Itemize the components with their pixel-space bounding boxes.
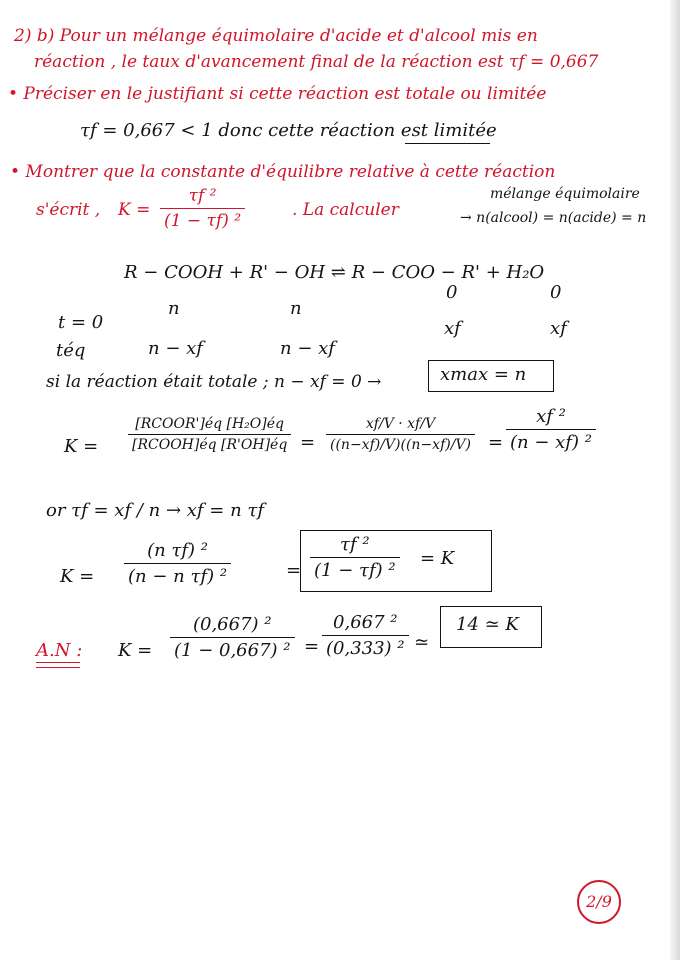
equals-4: = bbox=[304, 636, 320, 657]
question-k-den: (1 − τf) ² bbox=[164, 211, 242, 231]
question-line-5: • Montrer que la constante d'équilibre relative à cette réaction bbox=[10, 162, 556, 182]
equals-2: = bbox=[488, 432, 504, 453]
an-label: A.N : bbox=[36, 640, 83, 661]
k-lhs-2: K = bbox=[60, 566, 95, 587]
row-teq-acid: n − xf bbox=[148, 338, 203, 359]
k-numeric-fraction: (0,667) ² (1 − 0,667) ² bbox=[170, 614, 295, 661]
question-k-num: τf ² bbox=[188, 186, 217, 206]
equimolar-equation: → n(alcool) = n(acide) = n bbox=[460, 210, 647, 226]
an-underline-2 bbox=[36, 667, 80, 668]
question-k-lhs: K = bbox=[118, 200, 151, 220]
row-teq-alcohol: n − xf bbox=[280, 338, 335, 359]
k-ntau-fraction: (n τf) ² (n − n τf) ² bbox=[124, 540, 231, 587]
question-k-fraction bbox=[160, 186, 245, 231]
page-edge bbox=[670, 0, 680, 960]
question-line-3: • Préciser en le justifiant si cette réaction est totale ou limitée bbox=[8, 84, 547, 104]
k-numeric-fraction-2: 0,667 ² (0,333) ² bbox=[322, 612, 409, 659]
row-teq-water: xf bbox=[550, 318, 567, 339]
k-lhs-1: K = bbox=[64, 436, 99, 457]
k-equals-K: = K bbox=[420, 548, 455, 569]
or-tau-relation: or τf = xf / n → xf = n τf bbox=[46, 500, 265, 521]
equimolar-label: mélange équimolaire bbox=[490, 186, 640, 202]
row-t0-acid: n bbox=[168, 298, 180, 319]
row-t0-water: 0 bbox=[550, 282, 562, 303]
xmax-value: xmax = n bbox=[440, 364, 527, 385]
k-tau-fraction: τf ² (1 − τf) ² bbox=[310, 534, 400, 581]
approx-sign: ≃ bbox=[414, 632, 430, 653]
row-teq-ester: xf bbox=[444, 318, 461, 339]
row-teq-label: téq bbox=[56, 340, 86, 361]
page-number: 2/9 bbox=[577, 880, 621, 924]
k-xf-fraction: xf ² (n − xf) ² bbox=[506, 406, 596, 453]
question-line-2: réaction , le taux d'avancement final de la réaction est τf = 0,667 bbox=[34, 52, 599, 72]
answer-limited: τf = 0,667 < 1 donc cette réaction est limitée bbox=[80, 120, 497, 141]
underline-limitee bbox=[405, 143, 490, 144]
question-line-6: s'écrit , bbox=[36, 200, 101, 220]
row-t0-ester: 0 bbox=[446, 282, 458, 303]
question-line-1: 2) b) Pour un mélange équimolaire d'acide et d'alcool mis en bbox=[14, 26, 538, 46]
k-moles-over-volume-fraction: xf/V · xf/V ((n−xf)/V)((n−xf)/V) bbox=[326, 416, 475, 453]
equals-1: = bbox=[300, 432, 316, 453]
question-calc: . La calculer bbox=[292, 200, 399, 220]
an-underline bbox=[36, 662, 80, 663]
row-t0-alcohol: n bbox=[290, 298, 302, 319]
k-lhs-3: K = bbox=[118, 640, 153, 661]
equals-3: = bbox=[286, 560, 302, 581]
row-t0-label: t = 0 bbox=[58, 312, 104, 333]
k-concentration-fraction: [RCOOR']éq [H₂O]éq [RCOOH]éq [R'OH]éq bbox=[128, 416, 291, 453]
final-result: 14 ≃ K bbox=[456, 614, 519, 635]
reaction-equation: R − COOH + R' − OH ⇌ R − COO − R' + H₂O bbox=[124, 262, 545, 283]
total-reaction-text: si la réaction était totale ; n − xf = 0 → bbox=[46, 372, 382, 392]
